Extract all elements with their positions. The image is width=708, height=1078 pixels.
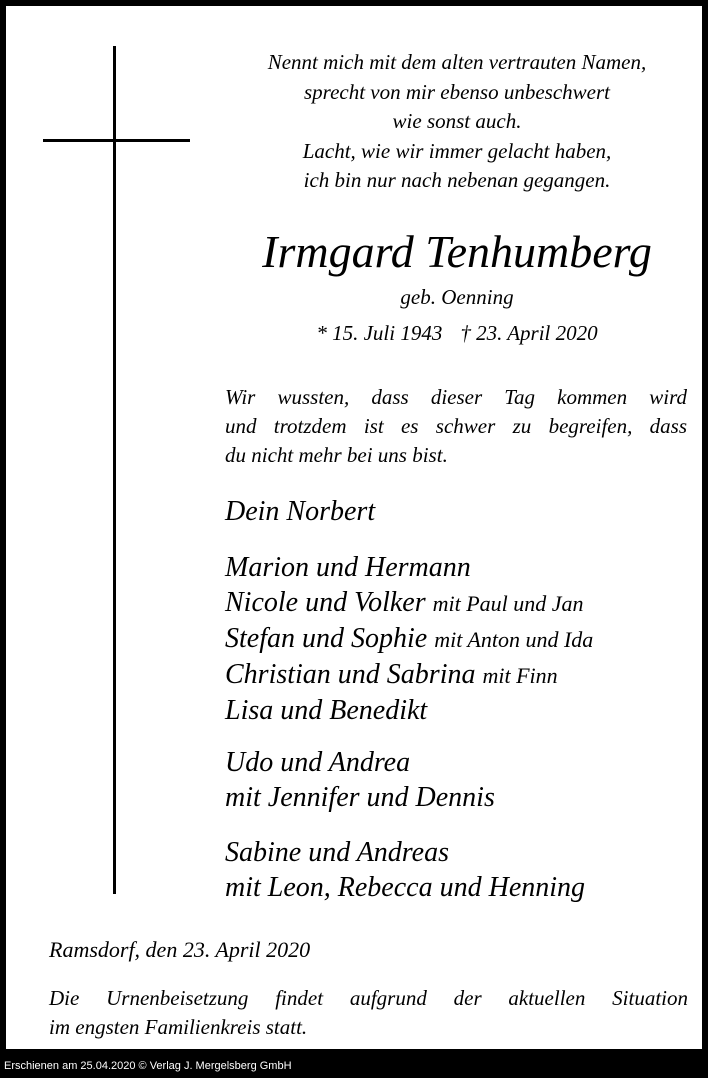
family-names: Stefan und Sophie — [225, 623, 428, 654]
cross-horizontal-bar — [43, 139, 190, 142]
family-group-spouse — [225, 494, 375, 529]
family-line — [225, 657, 593, 693]
cross-vertical-bar — [113, 46, 116, 894]
birth-date: * 15. Juli 1943 — [316, 321, 443, 345]
verse — [225, 383, 687, 470]
poem — [216, 48, 698, 196]
family-head: Dein Norbert — [225, 496, 376, 527]
family-line — [225, 621, 593, 657]
poem-line: wie sonst auch. — [392, 109, 522, 133]
life-dates — [214, 319, 700, 347]
poem-line: ich bin nur nach nebenan gegangen. — [303, 168, 611, 192]
family-group-marion — [225, 550, 593, 728]
family-line — [225, 693, 593, 728]
family-line: mit Jennifer und Dennis — [225, 782, 495, 813]
family-head: Sabine und Andreas — [225, 837, 449, 868]
family-line — [225, 585, 593, 621]
place-date: Ramsdorf, den 23. April 2020 — [49, 937, 311, 962]
family-children: mit Paul und Jan — [432, 591, 584, 616]
poem-line: Nennt mich mit dem alten vertrauten Namen, — [267, 50, 647, 74]
family-names: Nicole und Volker — [225, 587, 426, 618]
family-children: mit Anton und Ida — [434, 627, 594, 652]
poem-line: Lacht, wie wir immer gelacht haben, — [302, 138, 612, 163]
family-names: Christian und Sabrina — [225, 659, 476, 690]
verse-line: du nicht mehr bei uns bist. — [225, 443, 448, 467]
publication-footer: Erschienen am 25.04.2020 © Verlag J. Mergelsberg GmbH — [0, 1055, 708, 1078]
verse-line: Wir wussten, dass dieser Tag kommen wird — [225, 385, 687, 409]
verse-line: und trotzdem ist es schwer zu begreifen, dass — [225, 414, 687, 438]
burial-note-line: im engsten Familienkreis statt. — [49, 1015, 308, 1039]
burial-note-line: Die Urnenbeisetzung findet aufgrund der aktuellen Situation — [49, 986, 688, 1010]
deceased-name: Irmgard Tenhumberg — [262, 226, 652, 277]
family-group-sabine — [225, 835, 585, 905]
family-head: Marion und Hermann — [225, 552, 471, 583]
family-group-udo — [225, 745, 495, 815]
family-head: Udo und Andrea — [225, 747, 411, 778]
family-children: mit Finn — [482, 663, 558, 688]
burial-note — [49, 984, 688, 1042]
family-line: mit Leon, Rebecca und Henning — [225, 872, 586, 903]
maiden-name: geb. Oenning — [400, 285, 514, 309]
death-date: † 23. April 2020 — [460, 321, 598, 345]
poem-line: sprecht von mir ebenso unbeschwert — [304, 79, 610, 104]
family-names: Lisa und Benedikt — [225, 695, 428, 726]
